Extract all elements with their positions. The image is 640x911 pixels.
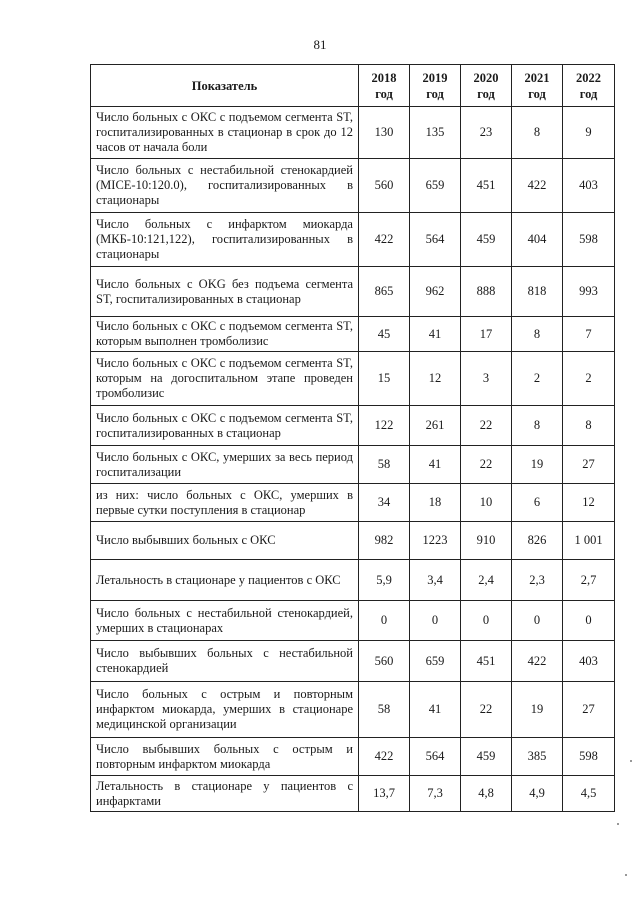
cell-2022: 1 001 xyxy=(563,522,615,560)
table-row xyxy=(91,446,615,484)
cell-2021: 2,3 xyxy=(512,560,563,601)
cell-2022: 27 xyxy=(563,446,615,484)
cell-2022: 12 xyxy=(563,484,615,522)
table-row xyxy=(91,738,615,776)
cell-2021: 422 xyxy=(512,641,563,682)
row-label: Число больных с нестабильной стенокардией (МICE-10:120.0), госпитализированных в стационары xyxy=(91,159,359,213)
statistics-table xyxy=(90,64,615,812)
cell-2020: 0 xyxy=(461,601,512,641)
cell-2018: 58 xyxy=(359,446,410,484)
table-row xyxy=(91,406,615,446)
scan-speck xyxy=(625,874,627,876)
table-row xyxy=(91,159,615,213)
cell-2019: 0 xyxy=(410,601,461,641)
cell-2022: 403 xyxy=(563,159,615,213)
cell-2019: 41 xyxy=(410,317,461,352)
row-label: Число больных с нестабильной стенокардией, умерших в стационарах xyxy=(91,601,359,641)
cell-2022: 27 xyxy=(563,682,615,738)
table-row xyxy=(91,682,615,738)
cell-2018: 982 xyxy=(359,522,410,560)
cell-2022: 598 xyxy=(563,738,615,776)
row-label: Летальность в стационаре у пациентов с ОКС xyxy=(91,560,359,601)
cell-2022: 7 xyxy=(563,317,615,352)
scan-speck xyxy=(630,760,632,762)
cell-2021: 6 xyxy=(512,484,563,522)
cell-2018: 15 xyxy=(359,352,410,406)
cell-2022: 2,7 xyxy=(563,560,615,601)
cell-2020: 459 xyxy=(461,213,512,267)
cell-2021: 4,9 xyxy=(512,776,563,812)
cell-2021: 422 xyxy=(512,159,563,213)
cell-2022: 9 xyxy=(563,107,615,159)
header-year-2022: 2022 год xyxy=(563,65,615,107)
table-header-row xyxy=(91,65,615,107)
cell-2020: 22 xyxy=(461,446,512,484)
cell-2019: 1223 xyxy=(410,522,461,560)
cell-2021: 818 xyxy=(512,267,563,317)
header-indicator: Показатель xyxy=(91,65,359,107)
cell-2018: 13,7 xyxy=(359,776,410,812)
row-label: Летальность в стационаре у пациентов с инфарктами xyxy=(91,776,359,812)
table-row xyxy=(91,776,615,812)
cell-2021: 8 xyxy=(512,107,563,159)
cell-2020: 22 xyxy=(461,682,512,738)
cell-2021: 19 xyxy=(512,446,563,484)
cell-2020: 888 xyxy=(461,267,512,317)
header-year-2019: 2019 год xyxy=(410,65,461,107)
cell-2021: 385 xyxy=(512,738,563,776)
table-row xyxy=(91,560,615,601)
cell-2018: 130 xyxy=(359,107,410,159)
cell-2019: 564 xyxy=(410,213,461,267)
cell-2020: 17 xyxy=(461,317,512,352)
row-label: Число выбывших больных с ОКС xyxy=(91,522,359,560)
table-row xyxy=(91,522,615,560)
cell-2019: 564 xyxy=(410,738,461,776)
cell-2020: 451 xyxy=(461,641,512,682)
row-label: Число выбывших больных с нестабильной стенокардией xyxy=(91,641,359,682)
cell-2022: 403 xyxy=(563,641,615,682)
cell-2018: 560 xyxy=(359,159,410,213)
cell-2020: 23 xyxy=(461,107,512,159)
cell-2022: 4,5 xyxy=(563,776,615,812)
cell-2018: 34 xyxy=(359,484,410,522)
cell-2018: 560 xyxy=(359,641,410,682)
table-row xyxy=(91,352,615,406)
cell-2019: 41 xyxy=(410,446,461,484)
cell-2018: 865 xyxy=(359,267,410,317)
cell-2018: 0 xyxy=(359,601,410,641)
cell-2018: 422 xyxy=(359,213,410,267)
cell-2020: 459 xyxy=(461,738,512,776)
row-label: Число больных с OKG без подъема сегмента ST, госпитализированных в стационар xyxy=(91,267,359,317)
cell-2020: 10 xyxy=(461,484,512,522)
row-label: Число выбывших больных с острым и повторным инфарктом миокарда xyxy=(91,738,359,776)
cell-2020: 451 xyxy=(461,159,512,213)
cell-2019: 7,3 xyxy=(410,776,461,812)
cell-2019: 18 xyxy=(410,484,461,522)
cell-2018: 5,9 xyxy=(359,560,410,601)
table-row xyxy=(91,107,615,159)
cell-2019: 135 xyxy=(410,107,461,159)
page-number: 81 xyxy=(313,37,327,52)
cell-2020: 910 xyxy=(461,522,512,560)
table-row xyxy=(91,213,615,267)
cell-2022: 0 xyxy=(563,601,615,641)
cell-2021: 2 xyxy=(512,352,563,406)
row-label: из них: число больных с ОКС, умерших в первые сутки поступления в стационар xyxy=(91,484,359,522)
cell-2021: 826 xyxy=(512,522,563,560)
cell-2021: 8 xyxy=(512,406,563,446)
cell-2021: 19 xyxy=(512,682,563,738)
cell-2018: 122 xyxy=(359,406,410,446)
row-label: Число больных с ОКС с подъемом сегмента ST, госпитализированных в стационар xyxy=(91,406,359,446)
header-year-2018: 2018 год xyxy=(359,65,410,107)
cell-2022: 993 xyxy=(563,267,615,317)
table-row xyxy=(91,267,615,317)
row-label: Число больных с острым и повторным инфарктом миокарда, умерших в стационаре медицинской организации xyxy=(91,682,359,738)
cell-2020: 3 xyxy=(461,352,512,406)
cell-2018: 45 xyxy=(359,317,410,352)
cell-2021: 0 xyxy=(512,601,563,641)
row-label: Число больных с инфарктом миокарда (МКБ-10:121,122), госпитализированных в стационары xyxy=(91,213,359,267)
cell-2022: 8 xyxy=(563,406,615,446)
header-year-2021: 2021 год xyxy=(512,65,563,107)
table-row xyxy=(91,641,615,682)
cell-2019: 261 xyxy=(410,406,461,446)
cell-2020: 4,8 xyxy=(461,776,512,812)
cell-2019: 12 xyxy=(410,352,461,406)
cell-2018: 422 xyxy=(359,738,410,776)
cell-2020: 22 xyxy=(461,406,512,446)
table-row xyxy=(91,317,615,352)
row-label: Число больных с ОКС с подъемом сегмента ST, которым на догоспитальном этапе проведен тромболизис xyxy=(91,352,359,406)
cell-2022: 2 xyxy=(563,352,615,406)
table-row xyxy=(91,484,615,522)
table-row xyxy=(91,601,615,641)
cell-2019: 659 xyxy=(410,641,461,682)
cell-2021: 404 xyxy=(512,213,563,267)
cell-2019: 659 xyxy=(410,159,461,213)
cell-2019: 962 xyxy=(410,267,461,317)
row-label: Число больных с ОКС с подъемом сегмента ST, госпитализированных в стационар в срок до 12 часов от начала боли xyxy=(91,107,359,159)
cell-2022: 598 xyxy=(563,213,615,267)
scan-speck xyxy=(617,823,619,825)
cell-2019: 3,4 xyxy=(410,560,461,601)
row-label: Число больных с ОКС с подъемом сегмента ST, которым выполнен тромболизис xyxy=(91,317,359,352)
row-label: Число больных с ОКС, умерших за весь период госпитализации xyxy=(91,446,359,484)
cell-2018: 58 xyxy=(359,682,410,738)
cell-2020: 2,4 xyxy=(461,560,512,601)
cell-2019: 41 xyxy=(410,682,461,738)
cell-2021: 8 xyxy=(512,317,563,352)
header-year-2020: 2020 год xyxy=(461,65,512,107)
